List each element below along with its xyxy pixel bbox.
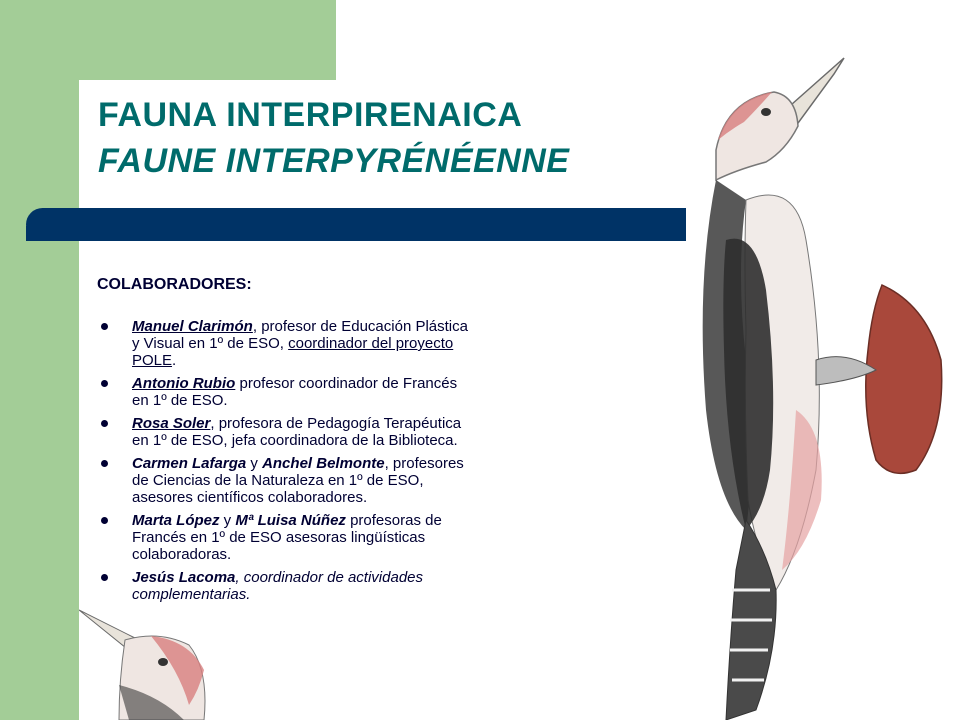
bullet-icon (101, 380, 108, 387)
collaborator-role: , coordinador de actividades complementarias. (132, 569, 424, 603)
green-side-band (0, 80, 79, 720)
collaborator-name: Anchel Belmonte (262, 455, 385, 472)
bullet-icon (101, 517, 108, 524)
collaborator-name: Mª Luisa Núñez (235, 512, 346, 529)
collaborator-link[interactable]: Antonio Rubio (132, 375, 236, 392)
list-item (97, 318, 477, 369)
list-item (97, 375, 477, 409)
bullet-icon (101, 323, 108, 330)
section-heading: COLABORADORES: (97, 276, 252, 293)
collaborator-link[interactable]: Manuel Clarimón (132, 318, 253, 335)
list-item (97, 415, 477, 449)
bullet-icon (101, 420, 108, 427)
collaborator-name: Marta López (132, 512, 220, 529)
collaborator-role: , profesor de Educación Plástica y Visual en 1º de ESO, (132, 318, 468, 352)
list-item (97, 455, 477, 506)
collaborator-name: Jesús Lacoma (132, 569, 236, 586)
title-line-1: FAUNA INTERPIRENAICA (98, 96, 523, 134)
collaborator-name: Carmen Lafarga (132, 455, 247, 472)
conjunction: y (219, 512, 236, 529)
bullet-icon (101, 574, 108, 581)
punctuation: . (172, 352, 177, 369)
green-top-band (0, 0, 336, 80)
collaborators-list (97, 318, 477, 609)
collaborator-role: , profesores de Ciencias de la Naturaleza en 1º de ESO, asesores científicos colaboradores. (132, 455, 464, 506)
collaborator-role: profesoras de Francés en 1º de ESO asesoras lingüísticas colaboradoras. (132, 512, 442, 563)
conjunction: y (246, 455, 263, 472)
small-woodpecker-drawing (79, 600, 219, 720)
title-divider-bar (26, 208, 686, 241)
collaborator-role: , profesora de Pedagogía Terapéutica en 1º de ESO, jefa coordinadora de la Biblioteca. (132, 415, 462, 449)
title-divider-bar-end (26, 226, 66, 241)
collaborator-link[interactable]: Rosa Soler (132, 415, 211, 432)
bullet-icon (101, 460, 108, 467)
project-link[interactable]: coordinador del proyecto POLE (132, 335, 454, 369)
list-item (97, 512, 477, 563)
title-line-2: FAUNE INTERPYRÉNÉENNE (98, 142, 570, 180)
list-item (97, 569, 477, 603)
collaborator-role: profesor coordinador de Francés en 1º de ESO. (132, 375, 458, 409)
woodpecker-drawing (686, 30, 960, 720)
